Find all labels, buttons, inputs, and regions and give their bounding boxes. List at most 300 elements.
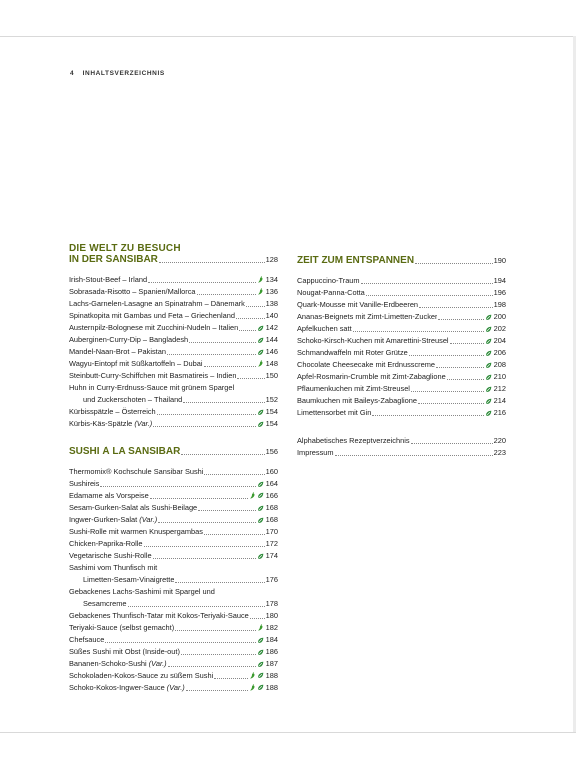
toc-entry[interactable] — [297, 395, 506, 407]
toc-entry[interactable] — [69, 322, 278, 334]
entry-title: Vegetarische Sushi-Rolle — [69, 551, 152, 560]
entry-label — [69, 346, 166, 358]
dot-leader — [361, 283, 493, 284]
toc-entry-huhn[interactable] — [69, 394, 278, 406]
page-ref: 216 — [493, 408, 506, 417]
dot-leader — [438, 319, 483, 320]
entry-title: Wagyu-Eintopf mit Süßkartoffeln – Dubai — [69, 359, 203, 368]
toc-entry[interactable] — [297, 299, 506, 311]
dot-leader — [409, 355, 484, 356]
vegetarian-leaf-icon — [257, 421, 264, 428]
entry-icons — [257, 325, 264, 332]
dot-leader — [198, 510, 255, 511]
toc-entry[interactable] — [69, 286, 278, 298]
section-title-welt: DIE WELT ZU BESUCH — [69, 243, 181, 254]
page-ref: 178 — [265, 599, 278, 608]
entry-label: und Zuckerschoten – Thailand — [83, 395, 183, 404]
page-ref: 198 — [493, 300, 506, 309]
section-title-zeit: ZEIT ZUM ENTSPANNEN — [297, 255, 415, 266]
chili-pepper-icon — [257, 360, 264, 368]
entry-label — [69, 550, 152, 562]
section-heading-sushi[interactable] — [69, 446, 278, 457]
entry-label — [69, 610, 249, 622]
variant-marker: (Var.) — [139, 515, 158, 524]
entry-label: Sesamcreme — [83, 599, 127, 608]
entry-title: Sobrasada-Risotto – Spanien/Mallorca — [69, 287, 196, 296]
dot-leader — [236, 318, 265, 319]
dot-leader — [197, 294, 256, 295]
entry-label — [69, 670, 213, 682]
entry-label — [297, 311, 437, 323]
dot-leader — [153, 426, 255, 427]
entry-title: Nougat-Panna-Cotta — [297, 288, 365, 297]
entry-label — [297, 371, 446, 383]
dot-leader — [418, 403, 484, 404]
page-ref: 138 — [265, 299, 278, 308]
variant-marker: (Var.) — [148, 659, 167, 668]
toc-entry[interactable] — [69, 418, 278, 430]
toc-list-welt-2 — [69, 406, 278, 430]
page-ref: 134 — [265, 275, 278, 284]
dot-leader — [150, 498, 248, 499]
toc-entry[interactable] — [297, 435, 506, 447]
page-ref: 182 — [265, 623, 278, 632]
toc-entry[interactable] — [297, 287, 506, 299]
entry-icons — [257, 649, 264, 656]
entry-label: Limetten-Sesam-Vinaigrette — [83, 575, 175, 584]
toc-entry[interactable] — [69, 346, 278, 358]
page-ref: 184 — [265, 635, 278, 644]
toc-entry[interactable] — [69, 334, 278, 346]
toc-entry-sashimi[interactable] — [69, 574, 278, 586]
entry-label — [69, 286, 196, 298]
entry-icons — [257, 505, 264, 512]
entry-title: Ananas-Beignets mit Zimt-Limetten-Zucker — [297, 312, 438, 321]
entry-title: Chicken-Paprika-Rolle — [69, 539, 143, 548]
page-ref: 174 — [265, 551, 278, 560]
toc-entry-lachs-line1[interactable]: Gebackenes Lachs-Sashimi mit Spargel und — [69, 587, 215, 596]
toc-list-sushi — [69, 466, 278, 562]
running-header — [70, 70, 165, 77]
page-ref: 214 — [493, 396, 506, 405]
page-number: 4 — [70, 70, 75, 77]
vegetarian-leaf-icon — [485, 314, 492, 321]
entry-label — [69, 538, 143, 550]
vegetarian-leaf-icon — [257, 325, 264, 332]
page-ref: 180 — [265, 611, 278, 620]
entry-title: Irish-Stout-Beef – Irland — [69, 275, 148, 284]
dot-leader — [372, 415, 483, 416]
vegetarian-leaf-icon — [257, 553, 264, 560]
toc-entry[interactable] — [69, 634, 278, 646]
entry-label — [69, 370, 236, 382]
toc-entry[interactable] — [69, 514, 278, 526]
vegetarian-leaf-icon — [257, 661, 264, 668]
entry-label — [69, 658, 167, 670]
running-header-title: INHALTSVERZEICHNIS — [82, 70, 165, 77]
dot-leader — [175, 630, 256, 631]
dot-leader — [366, 295, 493, 296]
vegetarian-leaf-icon — [257, 505, 264, 512]
entry-icons — [257, 481, 264, 488]
vegetarian-leaf-icon — [257, 337, 264, 344]
entry-icons — [257, 421, 264, 428]
dot-leader — [181, 654, 256, 655]
entry-title: Süßes Sushi mit Obst (Inside-out) — [69, 647, 180, 656]
vegetarian-leaf-icon — [257, 637, 264, 644]
dot-leader — [144, 546, 265, 547]
dot-leader — [419, 307, 493, 308]
toc-entry[interactable] — [69, 490, 278, 502]
toc-entry[interactable] — [297, 335, 506, 347]
entry-icons — [249, 492, 264, 500]
dot-leader — [105, 642, 255, 643]
page-ref: 168 — [265, 503, 278, 512]
toc-entry[interactable] — [69, 298, 278, 310]
toc-entry[interactable] — [69, 502, 278, 514]
variant-marker: (Var.) — [166, 683, 185, 692]
page-ref: 223 — [493, 448, 506, 457]
entry-label — [69, 406, 156, 418]
page-ref: 156 — [265, 447, 278, 456]
toc-entry[interactable] — [69, 610, 278, 622]
dot-leader — [353, 331, 484, 332]
page-ref: 154 — [265, 407, 278, 416]
toc-entry-lachs[interactable] — [69, 598, 278, 610]
entry-title: Auberginen-Curry-Dip – Bangladesh — [69, 335, 189, 344]
entry-icons — [257, 624, 264, 632]
entry-label — [297, 275, 360, 287]
vegetarian-leaf-icon — [257, 409, 264, 416]
entry-title: Apfelkuchen satt — [297, 324, 352, 333]
entry-label — [69, 358, 203, 370]
variant-marker: (Var.) — [134, 419, 153, 428]
entry-icons — [485, 386, 492, 393]
page-ref: 190 — [493, 256, 506, 265]
section-title-sushi: SUSHI À LA SANSIBAR — [69, 446, 181, 457]
entry-title: Impressum — [297, 448, 334, 457]
entry-label — [69, 466, 203, 478]
toc-entry[interactable] — [69, 682, 278, 694]
section-heading-zeit[interactable] — [297, 255, 506, 266]
chili-pepper-icon — [249, 672, 256, 680]
entry-title: Quark-Mousse mit Vanille-Erdbeeren — [297, 300, 419, 309]
entry-label — [69, 478, 99, 490]
page-ref: 212 — [493, 384, 506, 393]
entry-icons — [485, 410, 492, 417]
entry-title: Mandel-Naan-Brot – Pakistan — [69, 347, 166, 356]
chili-pepper-icon — [257, 288, 264, 296]
entry-title: Sushireis — [69, 479, 100, 488]
page-ref: 168 — [265, 515, 278, 524]
entry-icons — [257, 661, 264, 668]
toc-entry[interactable] — [297, 347, 506, 359]
entry-icons — [485, 326, 492, 333]
dot-leader — [204, 474, 264, 475]
page-ref: 166 — [265, 491, 278, 500]
entry-label — [69, 310, 235, 322]
page-ref: 142 — [265, 323, 278, 332]
bottom-rule — [0, 732, 576, 733]
entry-label — [69, 634, 104, 646]
toc-left-column — [69, 243, 278, 694]
entry-label — [297, 299, 418, 311]
page-ref: 144 — [265, 335, 278, 344]
entry-icons — [485, 374, 492, 381]
dot-leader — [100, 486, 255, 487]
entry-title: Schoko-Kirsch-Kuchen mit Amarettini-Streusel — [297, 336, 449, 345]
vegetarian-leaf-icon — [485, 398, 492, 405]
entry-icons — [485, 362, 492, 369]
dot-leader — [239, 330, 255, 331]
entry-title: Sushi-Rolle mit warmen Knuspergambas — [69, 527, 203, 536]
page-ref: 160 — [265, 467, 278, 476]
page-ref: 210 — [493, 372, 506, 381]
entry-title: Bananen-Schoko-Sushi — [69, 659, 147, 668]
toc-right-column — [297, 255, 506, 459]
entry-title: Steinbutt-Curry-Schiffchen mit Basmatireis – Indien — [69, 371, 237, 380]
vegetarian-leaf-icon — [485, 338, 492, 345]
dot-leader — [411, 391, 484, 392]
entry-icons — [257, 288, 264, 296]
toc-entry[interactable] — [69, 538, 278, 550]
page-ref: 187 — [265, 659, 278, 668]
toc-list-appendix — [297, 435, 506, 459]
section-heading-welt[interactable] — [69, 254, 278, 265]
entry-title: Gebackenes Thunfisch-Tatar mit Kokos-Teriyaki-Sauce — [69, 611, 249, 620]
page-ref: 188 — [265, 671, 278, 680]
page-ref: 154 — [265, 419, 278, 428]
toc-entry[interactable] — [69, 526, 278, 538]
toc-entry[interactable] — [297, 447, 506, 459]
dot-leader — [183, 402, 264, 403]
entry-icons — [257, 276, 264, 284]
entry-icons — [249, 672, 264, 680]
page-ref: 188 — [265, 683, 278, 692]
entry-title: Ingwer-Gurken-Salat — [69, 515, 138, 524]
vegetarian-leaf-icon — [485, 350, 492, 357]
page-ref: 204 — [493, 336, 506, 345]
toc-entry[interactable] — [297, 311, 506, 323]
dot-leader — [447, 379, 484, 380]
page-ref: 150 — [265, 371, 278, 380]
dot-leader — [450, 343, 484, 344]
toc-entry[interactable] — [69, 358, 278, 370]
dot-leader — [335, 455, 493, 456]
page-ref: 146 — [265, 347, 278, 356]
top-rule — [0, 36, 576, 37]
dot-leader — [411, 443, 493, 444]
toc-entry[interactable] — [69, 370, 278, 382]
vegetarian-leaf-icon — [257, 684, 264, 691]
vegetarian-leaf-icon — [485, 374, 492, 381]
dot-leader — [157, 414, 256, 415]
entry-label — [297, 407, 371, 419]
vegetarian-leaf-icon — [257, 517, 264, 524]
page-ref: 206 — [493, 348, 506, 357]
dot-leader — [204, 366, 256, 367]
entry-label — [69, 502, 197, 514]
page-ref: 196 — [493, 288, 506, 297]
entry-label — [297, 383, 410, 395]
entry-title: Lachs-Garnelen-Lasagne an Spinatrahm – Dänemark — [69, 299, 245, 308]
toc-entry[interactable] — [297, 383, 506, 395]
entry-icons — [485, 338, 492, 345]
toc-entry[interactable] — [69, 310, 278, 322]
page-ref: 148 — [265, 359, 278, 368]
entry-label — [69, 334, 188, 346]
vegetarian-leaf-icon — [257, 349, 264, 356]
toc-entry[interactable] — [297, 407, 506, 419]
page-ref: 208 — [493, 360, 506, 369]
entry-icons — [257, 337, 264, 344]
section-title-welt-line2: IN DER SANSIBAR — [69, 254, 158, 265]
chili-pepper-icon — [257, 276, 264, 284]
toc-entry-sashimi-line1[interactable]: Sashimi vom Thunfisch mit — [69, 563, 158, 572]
toc-entry[interactable] — [297, 371, 506, 383]
page-ref: 200 — [493, 312, 506, 321]
dot-leader — [128, 606, 265, 607]
toc-list-zeit — [297, 275, 506, 419]
dot-leader — [168, 666, 256, 667]
page-ref: 176 — [265, 575, 278, 584]
toc-entry[interactable] — [297, 323, 506, 335]
entry-label — [69, 322, 238, 334]
entry-icons — [257, 360, 264, 368]
dot-leader — [186, 690, 248, 691]
entry-title: Spinatkopita mit Gambas und Feta – Griechenland — [69, 311, 235, 320]
chili-pepper-icon — [249, 492, 256, 500]
vegetarian-leaf-icon — [485, 410, 492, 417]
toc-entry[interactable] — [69, 622, 278, 634]
entry-title: Schokoladen-Kokos-Sauce zu süßem Sushi — [69, 671, 214, 680]
entry-label — [69, 514, 157, 526]
vegetarian-leaf-icon — [485, 326, 492, 333]
dot-leader — [148, 282, 256, 283]
entry-title: Schoko-Kokos-Ingwer-Sauce — [69, 683, 165, 692]
dot-leader — [250, 618, 265, 619]
entry-title: Limettensorbet mit Gin — [297, 408, 372, 417]
entry-label — [297, 395, 417, 407]
page-ref: 202 — [493, 324, 506, 333]
entry-icons — [249, 684, 264, 692]
vegetarian-leaf-icon — [257, 481, 264, 488]
entry-icons — [485, 350, 492, 357]
toc-entry[interactable] — [69, 646, 278, 658]
toc-entry[interactable] — [69, 274, 278, 286]
page-ref: 164 — [265, 479, 278, 488]
entry-title: Sesam-Gurken-Salat als Sushi-Beilage — [69, 503, 198, 512]
vegetarian-leaf-icon — [257, 492, 264, 499]
vegetarian-leaf-icon — [485, 362, 492, 369]
dot-leader — [181, 454, 264, 455]
vegetarian-leaf-icon — [257, 649, 264, 656]
entry-label — [69, 622, 174, 634]
toc-entry[interactable] — [69, 658, 278, 670]
entry-title: Kürbisspätzle – Österreich — [69, 407, 156, 416]
vegetarian-leaf-icon — [485, 386, 492, 393]
entry-label — [69, 274, 147, 286]
entry-title: Apfel-Rosmarin-Crumble mit Zimt-Zabaglione — [297, 372, 446, 381]
entry-label — [69, 526, 203, 538]
entry-icons — [257, 349, 264, 356]
page-ref: 172 — [265, 539, 278, 548]
entry-label — [69, 298, 245, 310]
toc-entry[interactable] — [297, 275, 506, 287]
vegetarian-leaf-icon — [257, 672, 264, 679]
entry-title: Edamame als Vorspeise — [69, 491, 149, 500]
dot-leader — [204, 534, 265, 535]
entry-label — [297, 447, 334, 459]
entry-label — [69, 646, 180, 658]
dot-leader — [189, 342, 256, 343]
entry-label — [69, 418, 152, 430]
dot-leader — [246, 306, 265, 307]
entry-title: Chefsauce — [69, 635, 105, 644]
page-ref: 170 — [265, 527, 278, 536]
toc-entry[interactable] — [69, 466, 278, 478]
entry-title: Austernpilz-Bolognese mit Zucchini-Nudeln – Italien — [69, 323, 239, 332]
dot-leader — [167, 354, 256, 355]
dot-leader — [153, 558, 256, 559]
entry-label — [297, 287, 365, 299]
entry-title: Thermomix® Kochschule Sansibar Sushi — [69, 467, 204, 476]
page-ref: 128 — [265, 255, 278, 264]
entry-icons — [485, 398, 492, 405]
dot-leader — [158, 522, 255, 523]
toc-entry-huhn-line1[interactable]: Huhn in Curry-Erdnuss-Sauce mit grünem Spargel — [69, 383, 235, 392]
entry-title: Chocolate Cheesecake mit Erdnusscreme — [297, 360, 436, 369]
page-ref: 194 — [493, 276, 506, 285]
entry-title: Baumkuchen mit Baileys-Zabaglione — [297, 396, 417, 405]
toc-entry[interactable] — [69, 550, 278, 562]
entry-icons — [257, 409, 264, 416]
toc-entry[interactable] — [69, 478, 278, 490]
chili-pepper-icon — [249, 684, 256, 692]
entry-label — [297, 347, 408, 359]
chili-pepper-icon — [257, 624, 264, 632]
dot-leader — [436, 367, 484, 368]
page-ref: 220 — [493, 436, 506, 445]
page-ref: 136 — [265, 287, 278, 296]
entry-title: Alphabetisches Rezeptverzeichnis — [297, 436, 410, 445]
entry-label — [69, 490, 149, 502]
entry-label — [297, 359, 435, 371]
toc-list-welt — [69, 274, 278, 382]
toc-entry[interactable] — [69, 670, 278, 682]
entry-title: Teriyaki-Sauce (selbst gemacht) — [69, 623, 175, 632]
toc-entry[interactable] — [297, 359, 506, 371]
entry-title: Cappuccino-Traum — [297, 276, 360, 285]
toc-list-sushi-2 — [69, 610, 278, 694]
entry-icons — [485, 314, 492, 321]
toc-entry[interactable] — [69, 406, 278, 418]
dot-leader — [237, 378, 264, 379]
dot-leader — [175, 582, 264, 583]
entry-label — [297, 323, 352, 335]
dot-leader — [159, 262, 265, 263]
entry-label — [297, 435, 410, 447]
entry-title: Kürbis-Käs-Spätzle — [69, 419, 133, 428]
page-ref: 152 — [265, 395, 278, 404]
dot-leader — [415, 263, 493, 264]
entry-label — [297, 335, 449, 347]
page-ref: 140 — [265, 311, 278, 320]
entry-icons — [257, 553, 264, 560]
entry-label — [69, 682, 185, 694]
dot-leader — [214, 678, 247, 679]
entry-icons — [257, 637, 264, 644]
